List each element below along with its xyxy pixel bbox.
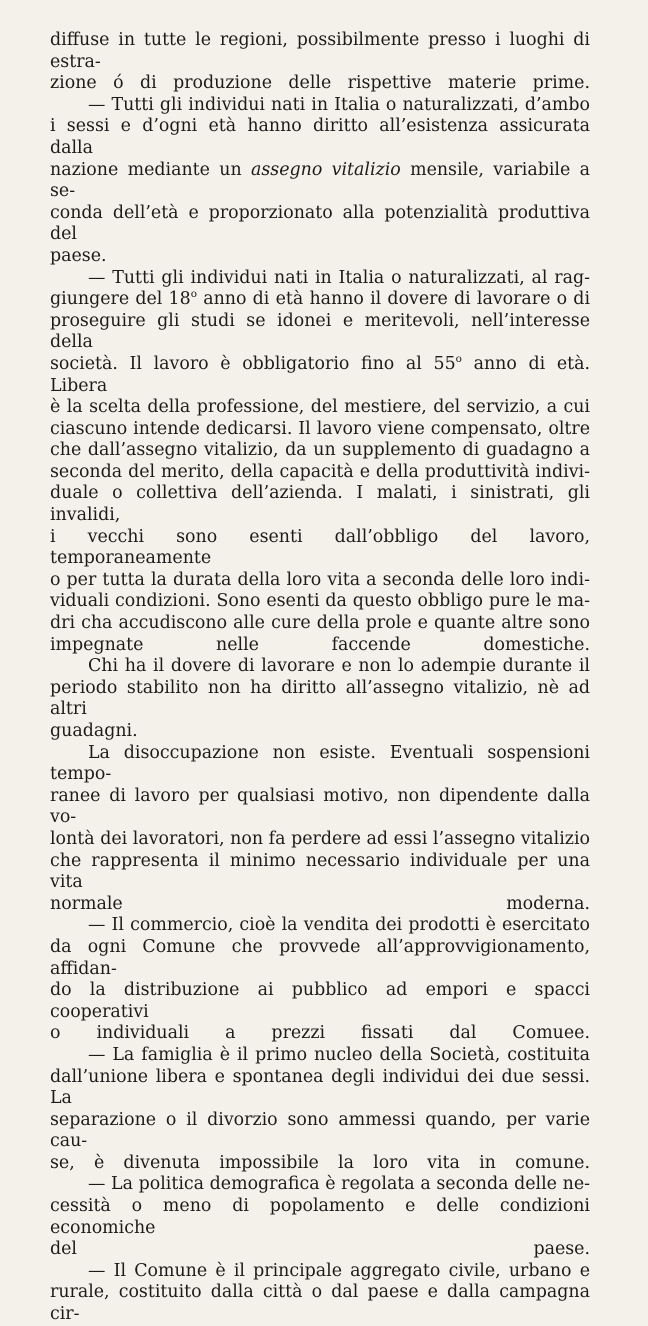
italic-term: assegno vitalizio bbox=[251, 159, 401, 180]
paragraph bbox=[50, 95, 590, 268]
text-line: periodo stabilito non ha diritto all’assegno vitalizio, nè ad altri bbox=[50, 677, 590, 720]
text-line: rurale, costituito dalla città o dal paese e dalla campagna cir- bbox=[50, 1282, 590, 1325]
text-line: separazione o il divorzio sono ammessi quando, per varie cau- bbox=[50, 1109, 590, 1152]
text-line: seconda del merito, della capacità e della produttività indivi- bbox=[50, 461, 590, 482]
paragraph bbox=[50, 743, 590, 916]
text-line: proseguire gli studi se idonei e meritevoli, nell’interesse della bbox=[50, 310, 590, 353]
text-line: nazione mediante un assegno vitalizio mensile, variabile a se- bbox=[50, 159, 590, 202]
text-line: lontà dei lavoratori, non fa perdere ad essi l’assegno vitalizio bbox=[50, 828, 590, 849]
text-line: — La politica demografica è regolata a seconda delle ne- bbox=[88, 1174, 590, 1195]
text-line: cessità o meno di popolamento e delle condizioni economiche bbox=[50, 1196, 590, 1238]
text-line: o per tutta la durata della loro vita a seconda delle loro indi- bbox=[50, 569, 590, 590]
text-line: dall’unione libera e spontanea degli individui dei due sessi. La bbox=[50, 1066, 590, 1109]
paragraph bbox=[50, 268, 590, 657]
text-line: i sessi e d’ogni età hanno diritto all’esistenza assicurata dalla bbox=[50, 116, 590, 158]
text-line: — Tutti gli individui nati in Italia o naturalizzati, d’ambo bbox=[88, 94, 590, 115]
text-line: o individuali a prezzi fissati dal Comuee. bbox=[50, 1023, 590, 1044]
text-line: guadagni. bbox=[50, 721, 138, 741]
text-line: del paese. bbox=[50, 1239, 590, 1260]
text-line: conda dell’età e proporzionato alla potenzialità produttiva del bbox=[50, 202, 590, 245]
text-line: società. Il lavoro è obbligatorio fino al 55$^o$ anno di età. Libera bbox=[50, 353, 590, 396]
text-line: impegnate nelle faccende domestiche. bbox=[50, 634, 590, 655]
text-line: i vecchi sono esenti dall’obbligo del lavoro, temporaneamente bbox=[50, 526, 590, 569]
ordinal-superscript: o bbox=[190, 288, 197, 301]
text-line: — Il commercio, cioè la vendita dei prodotti è esercitato bbox=[88, 915, 590, 936]
text-line: paese. bbox=[50, 245, 107, 266]
text-line: da ogni Comune che provvede all’approvvigionamento, affidan- bbox=[50, 936, 590, 979]
text-line: che rappresenta il minimo necessario individuale per una vita bbox=[50, 850, 590, 893]
paragraph bbox=[50, 656, 590, 742]
text-line: giungere del 18$^o$ anno di età hanno il dovere di lavorare o di bbox=[50, 288, 591, 310]
text-line: do la distribuzione ai pubblico ad empori e spacci cooperativi bbox=[50, 980, 590, 1022]
text-line: Chi ha il dovere di lavorare e non lo adempie durante il bbox=[88, 656, 590, 677]
text-line: — La famiglia è il primo nucleo della Società, costituita bbox=[88, 1044, 590, 1065]
paragraph bbox=[50, 30, 590, 95]
text-line: che dall’assegno vitalizio, da un supplemento di guadagno a bbox=[50, 440, 590, 461]
paragraph bbox=[50, 1045, 590, 1175]
text-line: dri cha accudiscono alle cure della prole e quante altre sono bbox=[50, 613, 590, 634]
text-line: zione ó di produzione delle rispettive materie prime. bbox=[50, 73, 590, 94]
paragraph bbox=[50, 1174, 590, 1260]
text-line: diffuse in tutte le regioni, possibilmente presso i luoghi di estra- bbox=[50, 30, 590, 72]
text-line: normale moderna. bbox=[50, 893, 590, 914]
text-line: ranee di lavoro per qualsiasi motivo, non dipendente dalla vo- bbox=[50, 785, 590, 828]
text-line: La disoccupazione non esiste. Eventuali sospensioni tempo- bbox=[50, 742, 590, 785]
text-line: se, è divenuta impossibile la loro vita in comune. bbox=[50, 1152, 590, 1173]
ordinal-superscript: o bbox=[455, 353, 462, 366]
text-line: viduali condizioni. Sono esenti da questo obbligo pure le ma- bbox=[50, 591, 590, 612]
text-line: — Il Comune è il principale aggregato civile, urbano e bbox=[88, 1260, 590, 1281]
text-line: è la scelta della professione, del mestiere, del servizio, a cui bbox=[50, 397, 590, 418]
text-line: ciascuno intende dedicarsi. Il lavoro viene compensato, oltre bbox=[50, 418, 590, 439]
page-body-text bbox=[50, 30, 590, 1326]
paragraph bbox=[50, 915, 590, 1045]
paragraph bbox=[50, 1261, 590, 1326]
text-line: duale o collettiva dell’azienda. I malati, i sinistrati, gli invalidi, bbox=[50, 483, 590, 526]
text-line: — Tutti gli individui nati in Italia o naturalizzati, al rag- bbox=[88, 267, 590, 288]
